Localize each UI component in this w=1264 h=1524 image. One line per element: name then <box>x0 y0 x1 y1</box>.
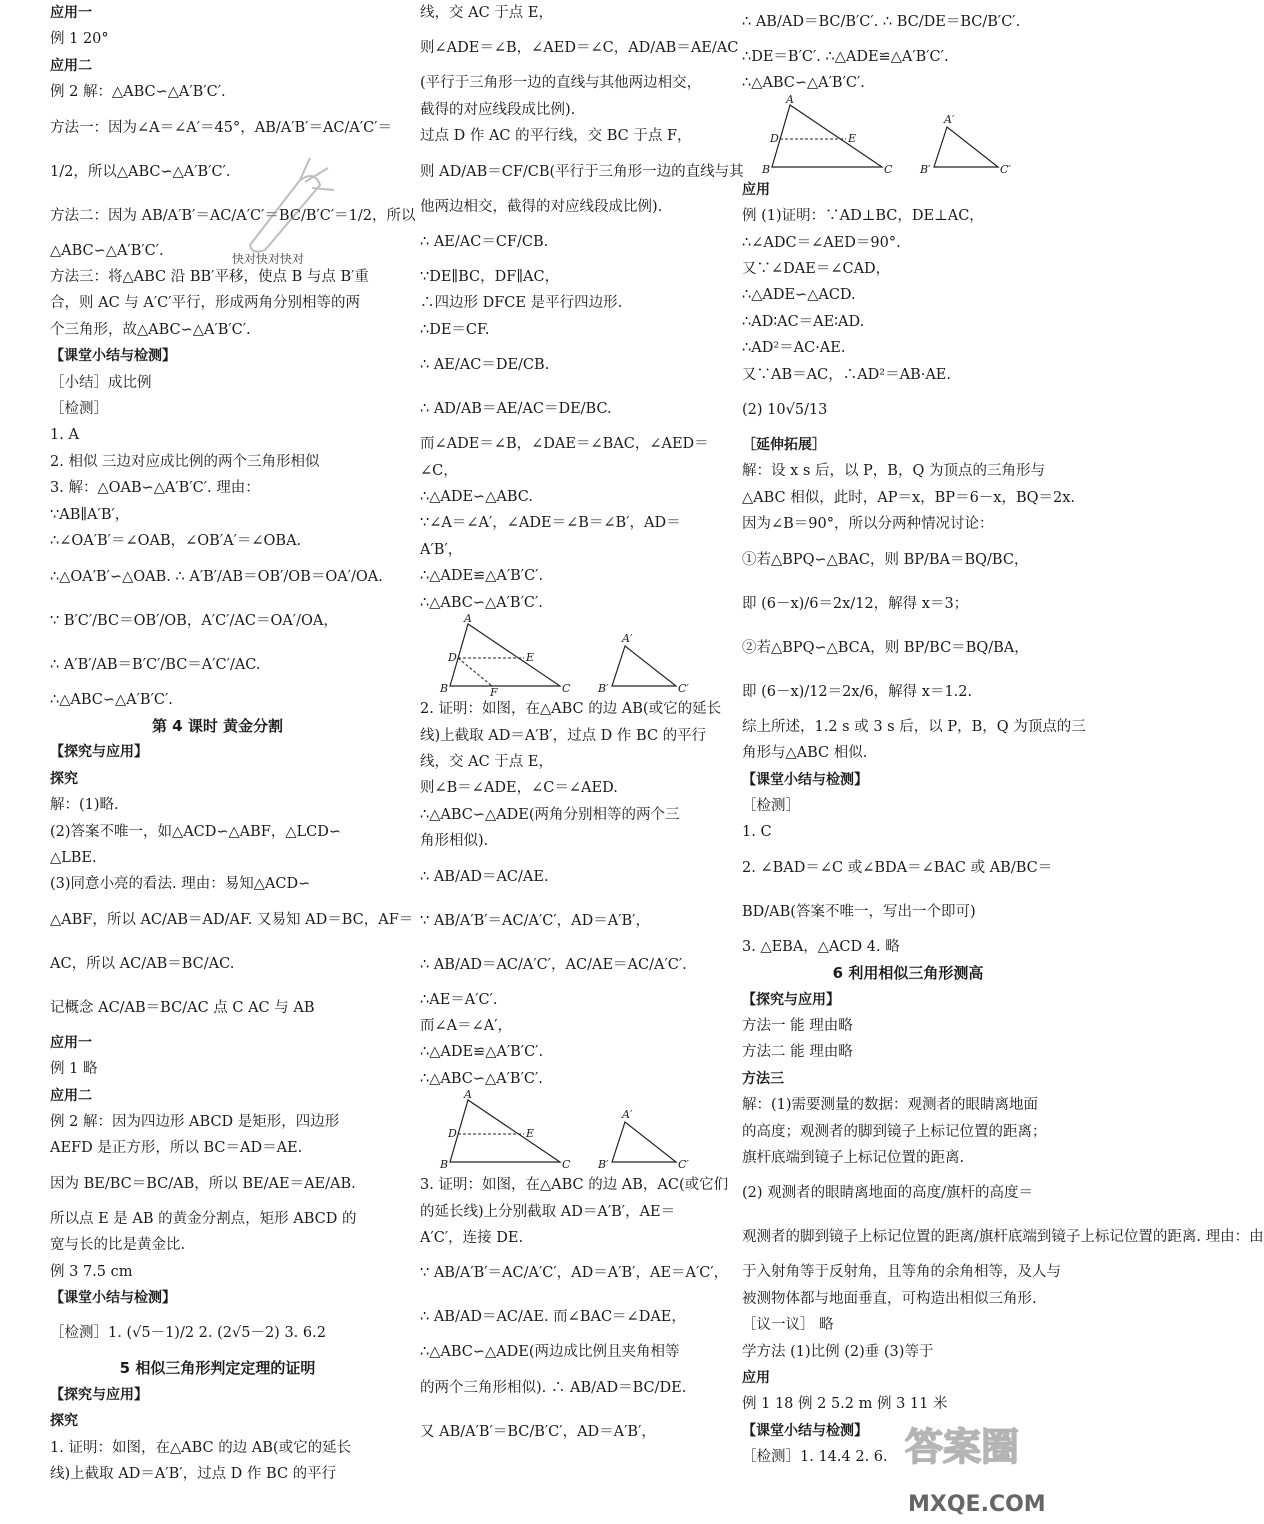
text-line: 1/2，所以△ABC∽△A′B′C′. <box>50 163 231 180</box>
text-line: 即 (6－x)/6＝2x/12，解得 x＝3； <box>742 595 969 612</box>
text-line: 例 1 略 <box>50 1061 98 1078</box>
text-line: ①若△BPQ∽△BAC，则 BP/BA＝BQ/BC， <box>742 551 1029 568</box>
text-line: 因为∠B＝90°，所以分两种情况讨论： <box>742 516 994 533</box>
section-heading: 第 4 课时 黄金分割 <box>151 716 284 735</box>
text-line: △ABF，所以 AC/AB＝AD/AF. 又易知 AD＝BC，AF＝ <box>50 911 414 928</box>
text-line: △ABC 相似，此时，AP＝x，BP＝6－x，BQ＝2x. <box>742 489 1076 506</box>
text-line: ∵∠A＝∠A′，∠ADE＝∠B＝∠B′，AD＝ <box>420 515 681 532</box>
text-line: 例 (1)证明：∵AD⊥BC，DE⊥AC， <box>742 208 984 225</box>
text-line: 3. 解：△OAB∽△A′B′C′. 理由： <box>50 480 260 497</box>
text-line: 解：(1)略. <box>50 797 119 814</box>
svg-text:D: D <box>448 1127 457 1141</box>
svg-text:E: E <box>526 651 535 665</box>
text-line: 线，交 AC 于点 E， <box>420 753 553 770</box>
subheading: 应用 <box>742 1370 770 1386</box>
text-line: ∴△ABC∽△A′B′C′. <box>420 594 543 611</box>
text-line: 他两边相交，截得的对应线段成比例). <box>420 198 663 215</box>
text-line: 过点 D 作 AC 的平行线，交 BC 于点 F， <box>420 128 692 145</box>
text-line: 角形与△ABC 相似. <box>742 745 868 762</box>
subheading: ［延伸拓展］ <box>742 437 826 454</box>
text-line: ∵AB∥A′B′， <box>50 506 130 523</box>
text-line: 1. 证明：如图，在△ABC 的边 AB(或它的延长 <box>50 1439 352 1456</box>
section-heading: 5 相似三角形判定定理的证明 <box>119 1359 316 1378</box>
text-line: ∵DE∥BC，DF∥AC， <box>420 269 560 286</box>
text-line: 角形相似). <box>420 833 489 850</box>
subheading: 应用 <box>742 181 770 198</box>
text-line: ∵ AB/A′B′＝AC/A′C′，AD＝A′B′，AE＝A′C′， <box>420 1265 729 1282</box>
text-line: BD/AB(答案不唯一，写出一个即可) <box>742 903 976 920</box>
text-line: ∴ AE/AC＝DE/CB. <box>420 357 550 374</box>
text-line: 又∵∠DAE＝∠CAD， <box>742 261 891 278</box>
text-line: 记概念 AC/AB＝BC/AC 点 C AC 与 AB <box>50 999 315 1016</box>
text-line: ∴△ABC∽△ADE(两边成比例且夹角相等 <box>420 1344 680 1361</box>
svg-text:A′: A′ <box>944 112 955 126</box>
section-heading: 6 利用相似三角形测高 <box>832 964 984 983</box>
text-line: 方法二：因为 AB/A′B′＝AC/A′C′＝BC/B′C′＝1/2，所以 <box>50 207 416 224</box>
text-line: 3. 证明：如图，在△ABC 的边 AB，AC(或它们 <box>420 1177 729 1194</box>
carrot-watermark-icon <box>230 150 340 260</box>
text-line: 方法一 能 理由略 <box>742 1017 853 1034</box>
text-line: 2. ∠BAD＝∠C 或∠BDA＝∠BAC 或 AB/BC＝ <box>742 859 1053 876</box>
text-line: 线)上截取 AD＝A′B′，过点 D 作 BC 的平行 <box>50 1466 337 1483</box>
text-line: 解：设 x s 后，以 P，B，Q 为顶点的三角形与 <box>742 463 1045 480</box>
text-line: 例 1 18 例 2 5.2 m 例 3 11 米 <box>742 1396 948 1413</box>
text-line: ∴△ABC∽△A′B′C′. <box>50 691 173 708</box>
text-line: 因为 BE/BC＝BC/AB，所以 BE/AE＝AE/AB. <box>50 1175 356 1192</box>
text-line: ∴△ADE≌△A′B′C′. <box>420 1044 544 1061</box>
svg-text:C: C <box>884 162 893 176</box>
triangle-figure <box>742 92 1074 177</box>
text-line: AC，所以 AC/AB＝BC/AC. <box>50 955 235 972</box>
subheading: 方法三 <box>742 1070 784 1087</box>
text-line: ∴ AE/AC＝CF/CB. <box>420 234 549 251</box>
svg-text:B′: B′ <box>920 162 931 176</box>
text-line: (平行于三角形一边的直线与其他两边相交， <box>420 75 702 92</box>
subheading: 应用二 <box>50 1087 92 1104</box>
text-line: 3. △EBA，△ACD 4. 略 <box>742 938 900 955</box>
text-line: 例 3 7.5 cm <box>50 1263 133 1280</box>
text-line: ∴ AB/AD＝AC/A′C′，AC/AE＝AC/A′C′. <box>420 956 687 973</box>
svg-text:C′: C′ <box>678 682 689 696</box>
text-line: 合，则 AC 与 A′C′平行，形成两角分别相等的两 <box>50 295 361 312</box>
subheading: 探究 <box>50 770 78 787</box>
text-line: 又∵AB＝AC，∴AD²＝AB·AE. <box>742 366 952 383</box>
text-line: ②若△BPQ∽△BCA，则 BP/BC＝BQ/BA， <box>742 639 1029 656</box>
text-line: ∴ AB/AD＝BC/B′C′. ∴ BC/DE＝BC/B′C′. <box>742 14 1021 30</box>
text-line: ∵ AB/A′B′＝AC/A′C′，AD＝A′B′， <box>420 912 650 929</box>
svg-text:B: B <box>440 1158 449 1172</box>
text-line: ∴△ADE∽△ACD. <box>742 287 856 304</box>
svg-text:A: A <box>786 92 794 106</box>
text-line: ∴△ABC∽△A′B′C′. <box>420 1070 543 1087</box>
triangle-figure <box>420 612 738 700</box>
text-line: ∴ AD/AB＝AE/AC＝DE/BC. <box>420 401 612 418</box>
text-line: 观测者的脚到镜子上标记位置的距离/旗杆底端到镜子上标记位置的距离. 理由：由 <box>742 1229 1264 1246</box>
text-line: 则∠B＝∠ADE，∠C＝∠AED. <box>420 780 618 797</box>
answer-column-right <box>742 0 1264 1471</box>
text-line: 于入射角等于反射角，且等角的余角相等，及人与 <box>742 1264 1061 1281</box>
svg-text:E: E <box>526 1127 535 1141</box>
text-line: ∵ B′C′/BC＝OB′/OB，A′C′/AC＝OA′/OA， <box>50 612 338 629</box>
corner-logo-text: MXQE.COM <box>908 1492 1046 1517</box>
svg-text:E: E <box>848 131 857 145</box>
text-line: ∴ A′B′/AB＝B′C′/BC＝A′C′/AC. <box>50 656 261 673</box>
text-line: 则∠ADE＝∠B，∠AED＝∠C，AD/AB＝AE/AC <box>420 40 739 57</box>
text-line: (3)同意小亮的看法. 理由：易知△ACD∽ <box>50 876 311 893</box>
svg-text:C′: C′ <box>678 1158 689 1172</box>
text-line: 截得的对应线段成比例). <box>420 101 576 118</box>
text-line: ［检测］1. (√5－1)/2 2. (2√5－2) 3. 6.2 <box>50 1325 326 1342</box>
subheading: 应用二 <box>50 57 92 74</box>
svg-text:A: A <box>464 612 472 626</box>
text-line: △LBE. <box>50 849 97 866</box>
text-line: 线)上截取 AD＝A′B′，过点 D 作 BC 的平行 <box>420 727 707 744</box>
text-line: 解：(1)需要测量的数据：观测者的眼睛离地面 <box>742 1097 1039 1114</box>
svg-text:B: B <box>762 162 771 176</box>
text-line: 线，交 AC 于点 E， <box>420 5 553 21</box>
text-line: 即 (6－x)/12＝2x/6，解得 x＝1.2. <box>742 683 973 700</box>
text-line: ∴AD∶AC＝AE∶AD. <box>742 313 865 330</box>
text-line: 2. 证明：如图，在△ABC 的边 AB(或它的延长 <box>420 701 722 718</box>
svg-text:B′: B′ <box>598 682 609 696</box>
text-line: ∴△ABC∽△A′B′C′. <box>742 75 865 92</box>
text-line: (2) 10√5/13 <box>742 402 828 419</box>
text-line: A′C′，连接 DE. <box>420 1229 524 1246</box>
text-line: A′B′， <box>420 541 463 558</box>
text-line: ∴DE＝CF. <box>420 321 490 338</box>
text-line: 的高度；观测者的脚到镜子上标记位置的距离； <box>742 1123 1047 1140</box>
text-line: 综上所述，1.2 s 或 3 s 后，以 P，B，Q 为顶点的三 <box>742 718 1086 735</box>
text-line: ［检测］ <box>50 401 108 418</box>
text-line: ∴∠ADC＝∠AED＝90°. <box>742 234 901 251</box>
text-line: (2) 观测者的眼睛离地面的高度/旗杆的高度＝ <box>742 1185 1034 1202</box>
svg-text:A′: A′ <box>622 632 633 646</box>
text-line: ∴ AB/AD＝AC/AE. <box>420 868 549 885</box>
text-line: ∴ AB/AD＝AC/AE. 而∠BAC＝∠DAE， <box>420 1309 686 1326</box>
text-line: (2)答案不唯一，如△ACD∽△ABF，△LCD∽ <box>50 823 342 840</box>
svg-text:B′: B′ <box>598 1158 609 1172</box>
text-line: 被测物体都与地面垂直，可构造出相似三角形. <box>742 1290 1037 1307</box>
svg-text:A′: A′ <box>622 1108 633 1122</box>
text-line: 则 AD/AB＝CF/CB(平行于三角形一边的直线与其 <box>420 163 744 180</box>
text-line: 方法一：因为∠A＝∠A′＝45°，AB/A′B′＝AC/A′C′＝ <box>50 119 393 136</box>
text-line: 旗杆底端到镜子上标记位置的距离. <box>742 1149 965 1166</box>
text-line: ［议一议］ 略 <box>742 1317 834 1334</box>
text-line: 的延长线)上分别截取 AD＝A′B′，AE＝ <box>420 1203 676 1220</box>
svg-text:C: C <box>562 1158 571 1172</box>
text-line: 1. A <box>50 427 79 444</box>
subheading: 【课堂小结与检测】 <box>742 771 868 788</box>
text-line: 又 AB/A′B′＝BC/B′C′，AD＝A′B′， <box>420 1423 656 1440</box>
subheading: 探究 <box>50 1413 78 1430</box>
subheading: 【探究与应用】 <box>50 744 148 761</box>
text-line: △ABC∽△A′B′C′. <box>50 242 164 259</box>
subheading: 【探究与应用】 <box>50 1386 148 1403</box>
text-line: 宽与长的比是黄金比. <box>50 1237 186 1254</box>
text-line: 例 2 解：因为四边形 ABCD 是矩形，四边形 <box>50 1113 340 1130</box>
text-line: 2. 相似 三边对应成比例的两个三角形相似 <box>50 453 320 470</box>
text-line: 学方法 (1)比例 (2)垂 (3)等于 <box>742 1343 934 1360</box>
text-line: 的两个三角形相似). ∴ AB/AD＝BC/DE. <box>420 1379 687 1396</box>
svg-text:C′: C′ <box>1000 162 1011 176</box>
text-line: AEFD 是正方形，所以 BC＝AD＝AE. <box>50 1140 303 1157</box>
text-line: ∴DE＝B′C′. ∴△ADE≌△A′B′C′. <box>742 49 949 65</box>
subheading: 应用一 <box>50 5 92 21</box>
svg-text:D: D <box>770 131 779 145</box>
text-line: ∴△OA′B′∽△OAB. ∴ A′B′/AB＝OB′/OB＝OA′/OA. <box>50 568 383 585</box>
answer-column-middle <box>420 0 744 1454</box>
svg-text:A: A <box>464 1088 472 1102</box>
watermark-stamp-text: 快对快对快对 <box>232 252 305 266</box>
svg-text:C: C <box>562 682 571 696</box>
subheading: 【课堂小结与检测】 <box>50 348 176 365</box>
text-line: 例 1 20° <box>50 31 109 48</box>
svg-text:D: D <box>448 651 457 665</box>
subheading: 【课堂小结与检测】 <box>50 1290 176 1306</box>
subheading: 应用一 <box>50 1034 92 1051</box>
text-line: 1. C <box>742 824 772 841</box>
svg-text:答案圈: 答案圈 <box>905 1425 1020 1469</box>
svg-text:B: B <box>440 682 449 696</box>
text-line: 而∠A＝∠A′， <box>420 1017 513 1034</box>
svg-text:F: F <box>490 686 498 700</box>
text-line: 而∠ADE＝∠B，∠DAE＝∠BAC，∠AED＝ <box>420 436 709 453</box>
subheading: 【探究与应用】 <box>742 991 840 1008</box>
text-line: ∴四边形 DFCE 是平行四边形. <box>420 295 623 312</box>
text-line: ∴AE＝A′C′. <box>420 991 498 1008</box>
text-line: 方法二 能 理由略 <box>742 1044 853 1061</box>
text-line: ∴AD²＝AC·AE. <box>742 340 846 357</box>
text-line: ∴△ADE∽△ABC. <box>420 489 533 506</box>
subheading: 【课堂小结与检测】 <box>742 1422 868 1439</box>
text-line: ∴△ABC∽△ADE(两角分别相等的两个三 <box>420 806 680 823</box>
text-line: ∠C， <box>420 462 458 479</box>
text-line: 例 2 解：△ABC∽△A′B′C′. <box>50 84 226 101</box>
text-line: ∴∠OA′B′＝∠OAB，∠OB′A′＝∠OBA. <box>50 533 302 550</box>
text-line: 所以点 E 是 AB 的黄金分割点，矩形 ABCD 的 <box>50 1210 357 1227</box>
text-line: ［检测］1. 14.4 2. 6. <box>742 1449 888 1466</box>
text-line: 方法三：将△ABC 沿 BB′平移，使点 B 与点 B′重 <box>50 269 369 286</box>
text-line: ［小结］成比例 <box>50 374 152 391</box>
triangle-figure <box>420 1088 738 1172</box>
text-line: ［检测］ <box>742 797 800 814</box>
text-line: ∴△ADE≌△A′B′C′. <box>420 568 544 585</box>
text-line: 个三角形，故△ABC∽△A′B′C′. <box>50 321 251 338</box>
